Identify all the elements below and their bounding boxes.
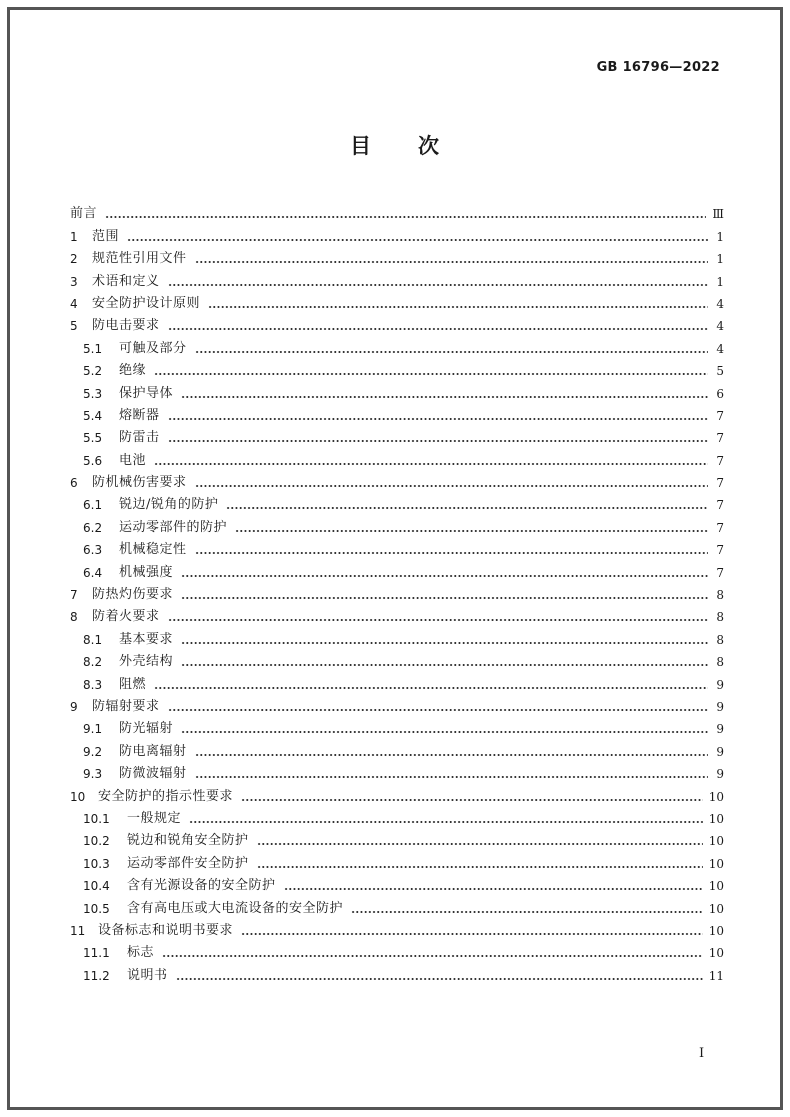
toc-entry-page: Ⅲ xyxy=(712,207,724,222)
toc-entry-label: 防机械伤害要求 xyxy=(92,475,187,491)
toc-entry-label: 范围 xyxy=(92,228,120,244)
toc-title-char: 目 xyxy=(350,134,372,158)
toc-entry-page: 10 xyxy=(708,879,724,894)
toc-leader-dots xyxy=(351,911,703,913)
toc-subentry[interactable] xyxy=(70,827,724,849)
toc-subentry[interactable] xyxy=(70,625,724,647)
toc-leader-dots xyxy=(127,239,708,241)
toc-entry-page: 10 xyxy=(708,901,724,916)
toc-entry-label: 基本要求 xyxy=(119,631,174,647)
toc-entry-number: 5.1 xyxy=(83,341,103,356)
toc-subentry[interactable] xyxy=(70,334,724,356)
toc-subentry[interactable] xyxy=(70,558,724,580)
toc-leader-dots xyxy=(181,642,708,644)
toc-entry-number: 11.1 xyxy=(83,946,110,961)
toc-subentry[interactable] xyxy=(70,939,724,961)
toc-entry-number: 9 xyxy=(70,699,78,714)
toc-entry-label: 防光辐射 xyxy=(119,721,174,737)
toc-entry[interactable] xyxy=(70,290,724,312)
toc-leader-dots xyxy=(257,843,703,845)
toc-entry-page: 7 xyxy=(716,453,724,468)
toc-entry-number: 6.3 xyxy=(83,543,103,558)
toc-entry-page: 10 xyxy=(708,789,724,804)
toc-entry-page: 8 xyxy=(716,610,724,625)
toc-entry-number: 10 xyxy=(70,789,86,804)
toc-entry-label: 防微波辐射 xyxy=(119,766,187,782)
toc-entry-page: 9 xyxy=(716,744,724,759)
toc-entry-number: 5.4 xyxy=(83,408,103,423)
toc-entry-label: 阻燃 xyxy=(119,676,147,692)
toc-leader-dots xyxy=(257,866,703,868)
toc-entry[interactable] xyxy=(70,603,724,625)
toc-leader-dots xyxy=(181,396,708,398)
toc-entry-number: 6 xyxy=(70,476,78,491)
toc-entry-label: 规范性引用文件 xyxy=(92,251,187,267)
toc-entry-page: 7 xyxy=(716,476,724,491)
table-of-contents xyxy=(70,200,724,984)
toc-entry-label: 保护导体 xyxy=(119,385,174,401)
toc-entry-label: 锐边/锐角的防护 xyxy=(119,497,219,513)
toc-entry-label: 安全防护设计原则 xyxy=(92,295,201,311)
toc-subentry[interactable] xyxy=(70,760,724,782)
toc-entry-page: 9 xyxy=(716,722,724,737)
toc-entry-page: 7 xyxy=(716,543,724,558)
toc-entry-label: 设备标志和说明书要求 xyxy=(98,922,234,938)
toc-entry-page: 8 xyxy=(716,655,724,670)
toc-leader-dots xyxy=(162,955,703,957)
toc-subentry[interactable] xyxy=(70,805,724,827)
toc-entry-label: 绝缘 xyxy=(119,363,147,379)
toc-entry-number: 11.2 xyxy=(83,968,110,983)
toc-leader-dots xyxy=(181,664,708,666)
toc-subentry[interactable] xyxy=(70,715,724,737)
toc-subentry[interactable] xyxy=(70,379,724,401)
toc-entry-number: 1 xyxy=(70,229,78,244)
toc-subentry[interactable] xyxy=(70,961,724,983)
toc-entry-number: 6.2 xyxy=(83,520,103,535)
toc-entry-label: 防电离辐射 xyxy=(119,743,187,759)
toc-entry-number: 10.5 xyxy=(83,901,110,916)
toc-entry-page: 8 xyxy=(716,588,724,603)
toc-entry[interactable] xyxy=(70,312,724,334)
toc-entry[interactable] xyxy=(70,469,724,491)
toc-entry-number: 11 xyxy=(70,923,86,938)
toc-entry-number: 6.4 xyxy=(83,565,103,580)
toc-entry[interactable] xyxy=(70,222,724,244)
toc-entry-number: 9.2 xyxy=(83,744,103,759)
toc-leader-dots xyxy=(154,463,708,465)
toc-entry-label: 运动零部件安全防护 xyxy=(127,855,249,871)
toc-entry-page: 7 xyxy=(716,520,724,535)
toc-leader-dots xyxy=(154,687,708,689)
toc-entry-page: 9 xyxy=(716,699,724,714)
toc-entry[interactable] xyxy=(70,245,724,267)
toc-leader-dots xyxy=(168,284,708,286)
toc-subentry[interactable] xyxy=(70,424,724,446)
standard-number: GB 16796—2022 xyxy=(596,60,720,75)
toc-entry-number: 8 xyxy=(70,610,78,625)
toc-leader-dots xyxy=(154,373,708,375)
toc-entry[interactable] xyxy=(70,693,724,715)
toc-leader-dots xyxy=(168,709,708,711)
toc-subentry[interactable] xyxy=(70,446,724,468)
toc-leader-dots xyxy=(226,507,708,509)
toc-entry-label: 防辐射要求 xyxy=(92,698,160,714)
toc-entry-page: 9 xyxy=(716,767,724,782)
toc-leader-dots xyxy=(189,821,703,823)
toc-leader-dots xyxy=(195,754,708,756)
toc-subentry[interactable] xyxy=(70,513,724,535)
toc-entry-label: 安全防护的指示性要求 xyxy=(98,788,234,804)
toc-entry[interactable] xyxy=(70,200,724,222)
toc-entry-number: 9.1 xyxy=(83,722,103,737)
toc-leader-dots xyxy=(168,328,708,330)
toc-entry-label: 熔断器 xyxy=(119,407,160,423)
toc-leader-dots xyxy=(235,530,708,532)
toc-entry[interactable] xyxy=(70,267,724,289)
toc-entry-number: 2 xyxy=(70,252,78,267)
toc-entry-number: 8.3 xyxy=(83,677,103,692)
toc-entry-label: 防热灼伤要求 xyxy=(92,587,174,603)
toc-entry-page: 1 xyxy=(716,229,724,244)
toc-entry-label: 锐边和锐角安全防护 xyxy=(127,833,249,849)
toc-entry-number: 10.4 xyxy=(83,879,110,894)
toc-entry-label: 机械稳定性 xyxy=(119,542,187,558)
toc-entry-page: 10 xyxy=(708,834,724,849)
toc-entry-page: 7 xyxy=(716,431,724,446)
toc-entry-number: 7 xyxy=(70,588,78,603)
toc-entry-page: 8 xyxy=(716,632,724,647)
toc-entry-number: 10.1 xyxy=(83,811,110,826)
toc-entry-number: 6.1 xyxy=(83,498,103,513)
toc-leader-dots xyxy=(208,306,708,308)
toc-entry-page: 10 xyxy=(708,923,724,938)
toc-entry-page: 5 xyxy=(716,364,724,379)
page-number: I xyxy=(699,1046,705,1061)
toc-leader-dots xyxy=(241,933,703,935)
toc-entry-page: 1 xyxy=(716,274,724,289)
toc-entry-label: 一般规定 xyxy=(127,810,182,826)
toc-entry-label: 可触及部分 xyxy=(119,340,187,356)
toc-entry-label: 防电击要求 xyxy=(92,318,160,334)
toc-entry-number: 4 xyxy=(70,296,78,311)
toc-entry-page: 7 xyxy=(716,565,724,580)
toc-leader-dots xyxy=(168,418,708,420)
toc-entry-page: 7 xyxy=(716,408,724,423)
toc-subentry[interactable] xyxy=(70,872,724,894)
toc-entry-page: 10 xyxy=(708,946,724,961)
toc-entry-label: 防着火要求 xyxy=(92,609,160,625)
toc-entry[interactable] xyxy=(70,917,724,939)
toc-subentry[interactable] xyxy=(70,894,724,916)
toc-entry-label: 标志 xyxy=(127,945,155,961)
toc-entry-label: 电池 xyxy=(119,452,147,468)
toc-leader-dots xyxy=(195,485,708,487)
toc-entry-number: 8.2 xyxy=(83,655,103,670)
toc-subentry[interactable] xyxy=(70,491,724,513)
toc-entry-page: 10 xyxy=(708,811,724,826)
toc-entry-page: 7 xyxy=(716,498,724,513)
toc-subentry[interactable] xyxy=(70,737,724,759)
toc-entry-number: 5.5 xyxy=(83,431,103,446)
toc-title-char: 次 xyxy=(418,134,440,158)
toc-subentry[interactable] xyxy=(70,648,724,670)
toc-leader-dots xyxy=(105,216,706,218)
toc-leader-dots xyxy=(195,776,708,778)
toc-entry-page: 4 xyxy=(716,319,724,334)
toc-entry-label: 防雷击 xyxy=(119,430,160,446)
toc-entry-page: 4 xyxy=(716,296,724,311)
toc-entry-number: 10.3 xyxy=(83,856,110,871)
toc-entry-number: 5 xyxy=(70,319,78,334)
toc-entry-number: 5.2 xyxy=(83,364,103,379)
toc-leader-dots xyxy=(168,619,708,621)
toc-leader-dots xyxy=(168,440,708,442)
toc-leader-dots xyxy=(176,978,703,980)
toc-entry-page: 6 xyxy=(716,386,724,401)
toc-leader-dots xyxy=(195,552,708,554)
toc-entry-label: 含有高电压或大电流设备的安全防护 xyxy=(127,900,344,916)
toc-entry-number: 9.3 xyxy=(83,767,103,782)
toc-entry-number: 5.6 xyxy=(83,453,103,468)
document-page xyxy=(7,7,783,1110)
toc-entry-label: 机械强度 xyxy=(119,564,174,580)
toc-leader-dots xyxy=(181,575,708,577)
toc-leader-dots xyxy=(284,888,703,890)
toc-entry-page: 4 xyxy=(716,341,724,356)
toc-entry[interactable] xyxy=(70,581,724,603)
toc-entry-number: 8.1 xyxy=(83,632,103,647)
toc-leader-dots xyxy=(181,597,708,599)
toc-subentry[interactable] xyxy=(70,536,724,558)
toc-entry-label: 术语和定义 xyxy=(92,273,160,289)
toc-entry-label: 含有光源设备的安全防护 xyxy=(127,878,276,894)
toc-leader-dots xyxy=(241,799,703,801)
toc-entry-page: 9 xyxy=(716,677,724,692)
toc-entry-page: 10 xyxy=(708,856,724,871)
toc-entry-label: 外壳结构 xyxy=(119,654,174,670)
toc-title xyxy=(10,130,780,160)
toc-entry-number: 10.2 xyxy=(83,834,110,849)
toc-entry-label: 说明书 xyxy=(127,967,168,983)
toc-subentry[interactable] xyxy=(70,357,724,379)
toc-entry-label: 运动零部件的防护 xyxy=(119,519,228,535)
toc-entry-page: 11 xyxy=(708,968,724,983)
toc-entry[interactable] xyxy=(70,782,724,804)
toc-leader-dots xyxy=(195,351,708,353)
toc-entry-number: 3 xyxy=(70,274,78,289)
toc-entry-number: 5.3 xyxy=(83,386,103,401)
toc-subentry[interactable] xyxy=(70,670,724,692)
toc-leader-dots xyxy=(195,261,708,263)
toc-leader-dots xyxy=(181,731,708,733)
toc-entry-label: 前言 xyxy=(70,206,98,222)
toc-subentry[interactable] xyxy=(70,849,724,871)
toc-entry-page: 1 xyxy=(716,252,724,267)
toc-subentry[interactable] xyxy=(70,402,724,424)
